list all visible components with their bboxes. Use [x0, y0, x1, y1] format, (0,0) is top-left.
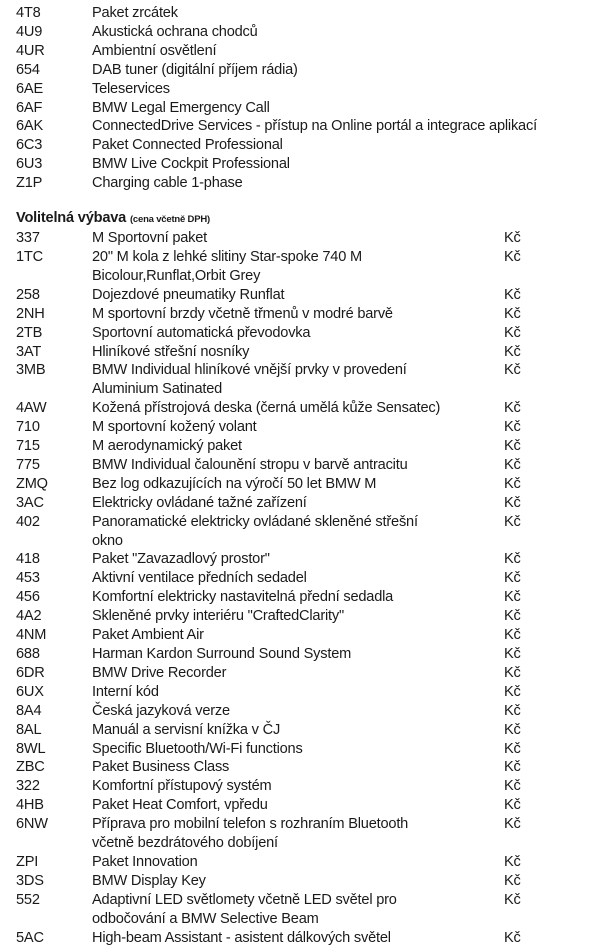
option-code: 775 [16, 456, 40, 473]
option-code: ZBC [16, 759, 45, 776]
option-code: 8WL [16, 740, 46, 757]
description-line: Paket Business Class [92, 759, 230, 776]
description-line: M Sportovní paket [92, 230, 208, 247]
option-code: 8AL [16, 721, 42, 738]
option-description [92, 853, 504, 872]
equipment-row [0, 929, 600, 948]
option-description [92, 117, 592, 136]
option-code: 6AE [16, 80, 43, 97]
option-code: 715 [16, 438, 40, 455]
option-code: 552 [16, 891, 40, 908]
option-description [92, 550, 504, 569]
option-description [92, 99, 592, 118]
option-description [92, 702, 504, 721]
description-line: Panoramatické elektricky ovládané skleněné střešní [92, 513, 418, 530]
heading-title: Volitelná výbava [16, 210, 127, 227]
equipment-row [0, 721, 600, 740]
option-description [92, 683, 504, 702]
description-line: Teleservices [92, 80, 170, 97]
equipment-row [0, 99, 600, 118]
description-line: Adaptivní LED světlomety včetně LED světel pro [92, 891, 397, 908]
option-description [92, 286, 504, 305]
heading-note: (cena včetně DPH) [129, 214, 210, 226]
option-description [92, 815, 504, 853]
option-description [92, 361, 504, 399]
description-line: Hliníkové střešní nosníky [92, 343, 250, 360]
option-price: Kč [504, 494, 521, 511]
equipment-row [0, 286, 600, 305]
description-line: Charging cable 1-phase [92, 175, 243, 192]
description-line: BMW Drive Recorder [92, 664, 227, 681]
description-line: DAB tuner (digitální příjem rádia) [92, 61, 298, 78]
description-line: Paket Ambient Air [92, 627, 204, 644]
description-line: M aerodynamický paket [92, 438, 242, 455]
option-code: 6NW [16, 816, 48, 833]
option-price: Kč [504, 646, 521, 662]
option-description [92, 174, 592, 193]
optional-equipment-list [0, 229, 600, 947]
option-price: Kč [504, 589, 521, 606]
description-line: okno [92, 532, 123, 549]
equipment-row [0, 324, 600, 343]
option-price: Kč [504, 608, 521, 625]
equipment-row [0, 174, 600, 193]
option-description [92, 155, 592, 174]
description-line: Interní kód [92, 683, 159, 700]
option-code: 456 [16, 589, 40, 606]
equipment-row [0, 550, 600, 569]
option-price: Kč [504, 797, 521, 814]
option-price: Kč [504, 513, 521, 530]
option-code: 5AC [16, 929, 44, 946]
description-line: Příprava pro mobilní telefon s rozhraním Bluetooth [92, 816, 409, 833]
description-line: Dojezdové pneumatiky Runflat [92, 286, 285, 303]
option-code: 4HB [16, 797, 44, 814]
equipment-row [0, 23, 600, 42]
option-description [92, 777, 504, 796]
equipment-row [0, 229, 600, 248]
option-description [92, 664, 504, 683]
description-line: M sportovní brzdy včetně třmenů v modré barvě [92, 305, 393, 322]
option-description [92, 343, 504, 362]
option-description [92, 399, 504, 418]
description-line: Aktivní ventilace předních sedadel [92, 570, 307, 587]
option-price: Kč [504, 702, 521, 719]
description-line: Harman Kardon Surround Sound System [92, 646, 352, 662]
option-code: 2NH [16, 305, 45, 322]
description-line: ConnectedDrive Services - přístup na Online portál a integrace aplikací [92, 118, 537, 135]
equipment-row [0, 494, 600, 513]
option-code: 6AF [16, 99, 43, 116]
description-line: Aluminium Satinated [92, 381, 223, 398]
option-description [92, 305, 504, 324]
option-code: 1TC [16, 248, 43, 265]
option-price: Kč [504, 475, 521, 492]
description-line: Bicolour,Runflat,Orbit Grey [92, 267, 261, 284]
option-description [92, 645, 504, 664]
option-price: Kč [504, 627, 521, 644]
option-description [92, 929, 504, 948]
description-line: včetně bezdrátového dobíjení [92, 835, 278, 852]
option-price: Kč [504, 570, 521, 587]
option-price: Kč [504, 438, 521, 455]
option-price: Kč [504, 721, 521, 738]
equipment-row [0, 645, 600, 664]
option-code: ZMQ [16, 475, 48, 492]
option-description [92, 626, 504, 645]
description-line: Kožená přístrojová deska (černá umělá kůže Sensatec) [92, 400, 441, 417]
option-price: Kč [504, 419, 521, 436]
equipment-row [0, 305, 600, 324]
option-price: Kč [504, 853, 521, 870]
option-code: 3AT [16, 343, 42, 360]
option-code: 402 [16, 513, 40, 530]
equipment-row [0, 361, 600, 399]
option-price: Kč [504, 551, 521, 568]
option-code: 322 [16, 778, 40, 795]
description-line: BMW Legal Emergency Call [92, 99, 270, 116]
option-price: Kč [504, 286, 521, 303]
equipment-row [0, 136, 600, 155]
option-code: 4U9 [16, 23, 43, 40]
description-line: Specific Bluetooth/Wi-Fi functions [92, 740, 303, 757]
equipment-row [0, 456, 600, 475]
description-line: Komfortní přístupový systém [92, 778, 272, 795]
option-price: Kč [504, 343, 521, 360]
option-code: 688 [16, 646, 40, 662]
option-description [92, 494, 504, 513]
description-line: Paket Heat Comfort, vpředu [92, 797, 268, 814]
equipment-row [0, 588, 600, 607]
option-code: 4AW [16, 400, 47, 417]
description-line: BMW Display Key [92, 872, 206, 889]
option-description [92, 796, 504, 815]
option-price: Kč [504, 740, 521, 757]
optional-equipment-heading [0, 210, 600, 228]
option-price: Kč [504, 230, 521, 247]
equipment-row [0, 758, 600, 777]
option-description [92, 607, 504, 626]
option-code: 6AK [16, 118, 43, 135]
description-line: Bez log odkazujících na výročí 50 let BMW M [92, 475, 377, 492]
description-line: Sportovní automatická převodovka [92, 324, 311, 341]
option-description [92, 4, 592, 23]
option-code: 4A2 [16, 608, 42, 625]
description-line: Paket zrcátek [92, 5, 178, 21]
description-line: Česká jazyková verze [92, 702, 230, 719]
option-code: 4UR [16, 42, 45, 59]
option-code: 3DS [16, 872, 44, 889]
option-code: 654 [16, 61, 40, 78]
equipment-row [0, 399, 600, 418]
option-price: Kč [504, 664, 521, 681]
option-code: 3MB [16, 362, 46, 379]
option-price: Kč [504, 362, 521, 379]
option-price: Kč [504, 248, 521, 265]
equipment-row [0, 569, 600, 588]
equipment-row [0, 343, 600, 362]
option-description [92, 475, 504, 494]
option-price: Kč [504, 816, 521, 833]
option-description [92, 136, 592, 155]
equipment-row [0, 61, 600, 80]
description-line: BMW Live Cockpit Professional [92, 156, 290, 173]
option-code: 3AC [16, 494, 44, 511]
description-line: Paket Innovation [92, 853, 198, 870]
option-description [92, 418, 504, 437]
equipment-row [0, 740, 600, 759]
equipment-row [0, 815, 600, 853]
option-code: Z1P [16, 175, 43, 192]
equipment-row [0, 42, 600, 61]
option-description [92, 588, 504, 607]
option-description [92, 42, 592, 61]
option-description [92, 248, 504, 286]
option-description [92, 721, 504, 740]
option-description [92, 80, 592, 99]
option-description [92, 437, 504, 456]
option-code: 418 [16, 551, 40, 568]
option-description [92, 513, 504, 551]
equipment-row [0, 777, 600, 796]
equipment-row [0, 513, 600, 551]
description-line: Paket "Zavazadlový prostor" [92, 551, 270, 568]
equipment-row [0, 475, 600, 494]
option-code: 710 [16, 419, 40, 436]
option-description [92, 324, 504, 343]
description-line: Paket Connected Professional [92, 137, 283, 154]
option-description [92, 23, 592, 42]
option-description [92, 456, 504, 475]
equipment-row [0, 4, 600, 23]
equipment-row [0, 607, 600, 626]
description-line: Manuál a servisní knížka v ČJ [92, 721, 281, 738]
description-line: Komfortní elektricky nastavitelná přední sedadla [92, 589, 394, 606]
option-price: Kč [504, 305, 521, 322]
option-code: ZPI [16, 853, 39, 870]
equipment-row [0, 702, 600, 721]
option-description [92, 872, 504, 891]
description-line: BMW Individual čalounění stropu v barvě antracitu [92, 456, 408, 473]
option-code: 2TB [16, 324, 43, 341]
equipment-row [0, 872, 600, 891]
equipment-row [0, 891, 600, 929]
equipment-row [0, 248, 600, 286]
option-description [92, 61, 592, 80]
option-description [92, 891, 504, 929]
equipment-row [0, 664, 600, 683]
description-line: M sportovní kožený volant [92, 419, 257, 436]
description-line: Skleněné prvky interiéru "CraftedClarity" [92, 608, 344, 625]
equipment-row [0, 80, 600, 99]
equipment-row [0, 437, 600, 456]
description-line: Ambientní osvětlení [92, 42, 217, 59]
description-line: High-beam Assistant - asistent dálkových světel [92, 929, 391, 946]
equipment-row [0, 155, 600, 174]
description-line: 20" M kola z lehké slitiny Star-spoke 740 M [92, 248, 362, 265]
option-code: 6UX [16, 683, 44, 700]
option-price: Kč [504, 891, 521, 908]
option-price: Kč [504, 324, 521, 341]
option-code: 4NM [16, 627, 47, 644]
option-price: Kč [504, 872, 521, 889]
option-price: Kč [504, 456, 521, 473]
option-code: 337 [16, 230, 40, 247]
equipment-row [0, 418, 600, 437]
option-description [92, 758, 504, 777]
option-price: Kč [504, 683, 521, 700]
equipment-row [0, 853, 600, 872]
option-price: Kč [504, 929, 521, 946]
option-price: Kč [504, 759, 521, 776]
option-description [92, 569, 504, 588]
option-price: Kč [504, 400, 521, 417]
option-code: 6DR [16, 664, 45, 681]
option-description [92, 229, 504, 248]
option-code: 4T8 [16, 5, 41, 21]
option-code: 453 [16, 570, 40, 587]
option-code: 8A4 [16, 702, 42, 719]
description-line: odbočování a BMW Selective Beam [92, 910, 319, 927]
option-code: 6C3 [16, 137, 43, 154]
option-code: 6U3 [16, 156, 43, 173]
option-code: 258 [16, 286, 40, 303]
option-price: Kč [504, 778, 521, 795]
description-line: BMW Individual hliníkové vnější prvky v provedení [92, 362, 407, 379]
description-line: Elektricky ovládané tažné zařízení [92, 494, 307, 511]
equipment-row [0, 117, 600, 136]
equipment-row [0, 796, 600, 815]
description-line: Akustická ochrana chodců [92, 23, 258, 40]
equipment-row [0, 626, 600, 645]
option-description [92, 740, 504, 759]
standard-equipment-list [0, 4, 600, 193]
equipment-row [0, 683, 600, 702]
